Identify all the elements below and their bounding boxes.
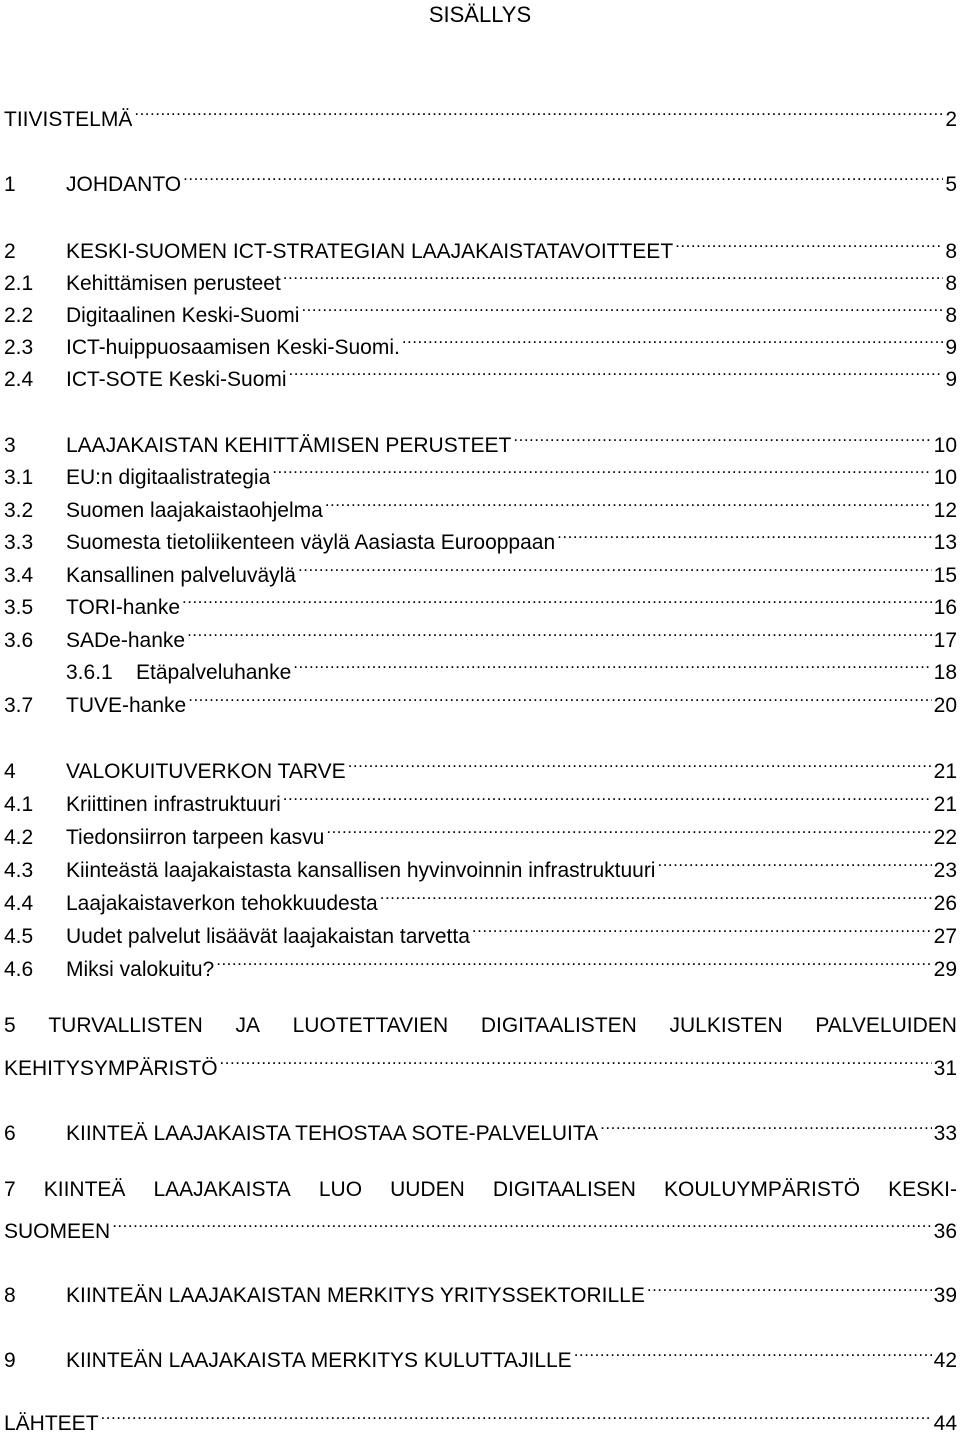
page-title: SISÄLLYS [428,2,532,27]
toc-entry-section-2-4[interactable] [4,354,957,391]
toc-entry-title: KIINTEÄN LAAJAKAISTAN MERKITYS YRITYSSEKTORILLE [66,1284,645,1307]
toc-page-number: 9 [945,336,957,359]
toc-dot-leader [348,746,932,778]
toc-entry-title-word: DIGITAALISEN [492,1178,636,1201]
toc-page-number: 31 [933,1057,957,1080]
toc-entry-section-3-3[interactable] [4,517,957,554]
toc-entry-section-2-2[interactable] [4,290,957,327]
toc-dot-leader [220,1043,932,1075]
toc-dot-leader [657,845,931,877]
toc-entry-title-word: KESKI- [888,1178,957,1201]
toc-entry-number: 3.2 [4,499,34,522]
toc-page-number: 5 [945,173,957,196]
toc-entry-tiivistelma[interactable] [4,94,957,131]
toc-entry-title: TORI-hanke [66,596,180,619]
toc-page-number: 36 [933,1220,957,1243]
toc-entry-number: 3.1 [4,466,34,489]
toc-entry-subsection-3-6-1[interactable] [66,647,957,684]
toc-entry-number: 4.6 [4,958,34,981]
toc-entry-section-4-2[interactable] [4,812,957,849]
toc-entry-title-word: UUDEN [390,1178,465,1201]
toc-entry-number: 4 [4,760,16,783]
toc-dot-leader [183,159,943,191]
toc-entry-chapter-7-line-1[interactable] [4,1174,957,1206]
toc-entry-number: 3.6 [4,629,34,652]
toc-page-number: 13 [933,531,957,554]
toc-dot-leader [188,680,931,712]
toc-entry-number: 4.2 [4,826,34,849]
toc-entry-title: Kriittinen infrastruktuuri [66,793,281,816]
toc-page-number: 23 [933,859,957,882]
toc-page-number: 10 [933,466,957,489]
toc-entry-number: 5 [4,1014,16,1037]
toc-page-number: 15 [933,564,957,587]
toc-dot-leader [298,550,932,582]
toc-entry-title: Suomesta tietoliikenteen väylä Aasiasta Eurooppaan [66,531,556,554]
toc-page-number: 12 [933,499,957,522]
toc-entry-title: Kehittämisen perusteet [66,272,281,295]
toc-entry-title: Uudet palvelut lisäävät laajakaistan tarvetta [66,925,470,948]
toc-dot-leader [293,647,931,679]
toc-entry-section-3-6[interactable] [4,615,957,652]
toc-entry-title: Kiinteästä laajakaistasta kansallisen hyvinvoinnin infrastruktuuri [66,859,656,882]
toc-entry-title: Miksi valokuitu? [66,958,215,981]
toc-dot-leader [380,878,932,910]
toc-entry-title: Laajakaistaverkon tehokkuudesta [66,892,378,915]
toc-entry-title: EU:n digitaalistrategia [66,466,271,489]
toc-page-number: 21 [933,793,957,816]
toc-dot-leader [472,911,932,943]
toc-entry-number: 8 [4,1284,16,1307]
toc-entry-section-4-3[interactable] [4,845,957,882]
toc-dot-leader [134,94,943,126]
toc-dot-leader [216,944,931,976]
toc-page-number: 27 [933,925,957,948]
toc-dot-leader [289,354,944,386]
toc-dot-leader [272,452,931,484]
toc-entry-section-4-5[interactable] [4,911,957,948]
toc-entry-section-3-5[interactable] [4,582,957,619]
toc-dot-leader [325,485,932,517]
toc-dot-leader [101,1398,932,1430]
toc-entry-title-word: JULKISTEN [669,1014,783,1037]
toc-page-number: 2 [945,108,957,131]
toc-entry-number: 4.3 [4,859,34,882]
toc-entry-title: TUVE-hanke [66,694,187,717]
toc-entry-title: ICT-SOTE Keski-Suomi [66,368,287,391]
toc-page-number: 20 [933,694,957,717]
toc-dot-leader [283,258,944,290]
toc-entry-title-word: KIINTEÄ [43,1178,126,1201]
toc-dot-leader [301,290,943,322]
toc-entry-chapter-4[interactable] [4,746,957,783]
toc-dot-leader [675,226,943,258]
toc-dot-leader [600,1108,931,1140]
toc-entry-number: 6 [4,1122,16,1145]
toc-page-number: 17 [933,629,957,652]
toc-entry-section-2-1[interactable] [4,258,957,295]
toc-entry-chapter-5-line-2[interactable] [4,1043,957,1080]
toc-entry-title: SUOMEEN [4,1220,111,1243]
toc-entry-title: Digitaalinen Keski-Suomi [66,304,300,327]
toc-entry-title: KESKI-SUOMEN ICT-STRATEGIAN LAAJAKAISTATAVOITTEET [66,240,674,263]
toc-entry-number: 2.3 [4,336,34,359]
toc-entry-title-word: KOULUYMPÄRISTÖ [664,1178,861,1201]
toc-entry-number: 2.2 [4,304,34,327]
toc-entry-section-3-1[interactable] [4,452,957,489]
toc-page-number: 8 [945,272,957,295]
toc-entry-section-3-7[interactable] [4,680,957,717]
toc-entry-chapter-9[interactable] [4,1335,957,1372]
toc-entry-chapter-7-line-2[interactable] [4,1206,957,1243]
toc-entry-section-4-6[interactable] [4,944,957,981]
toc-page-number: 8 [945,240,957,263]
toc-entry-title: Suomen laajakaistaohjelma [66,499,323,522]
toc-entry-number: 2.4 [4,368,34,391]
toc-entry-section-3-2[interactable] [4,485,957,522]
toc-entry-title-word: PALVELUIDEN [815,1014,957,1037]
toc-dot-leader [574,1335,932,1367]
toc-page-number: 42 [933,1349,957,1372]
toc-page-number: 10 [933,434,957,457]
toc-entry-title-word: LUOTETTAVIEN [292,1014,449,1037]
toc-dot-leader [647,1270,932,1302]
toc-entry-title: VALOKUITUVERKON TARVE [66,760,346,783]
toc-entry-number: 7 [4,1178,16,1201]
toc-page-number: 9 [945,368,957,391]
toc-entry-title: KIINTEÄ LAAJAKAISTA TEHOSTAA SOTE-PALVELUITA [66,1122,599,1145]
toc-page-number: 22 [933,826,957,849]
toc-page-number: 8 [945,304,957,327]
toc-entry-title: ICT-huippuosaamisen Keski-Suomi. [66,336,400,359]
toc-page-number: 44 [933,1412,957,1435]
toc-entry-number: 4.4 [4,892,34,915]
toc-entry-number: 3 [4,434,16,457]
toc-dot-leader [112,1206,931,1238]
toc-entry-title: LÄHTEET [4,1412,99,1435]
toc-entry-number: 9 [4,1349,16,1372]
toc-entry-title: Tiedonsiirron tarpeen kasvu [66,826,325,849]
toc-dot-leader [326,812,931,844]
toc-entry-title: KEHITYSYMPÄRISTÖ [4,1057,218,1080]
toc-entry-chapter-8[interactable] [4,1270,957,1307]
toc-entry-section-4-4[interactable] [4,878,957,915]
toc-dot-leader [402,322,943,354]
toc-entry-title-word: LAAJAKAISTA [153,1178,291,1201]
toc-entry-number: 3.7 [4,694,34,717]
toc-page-number: 21 [933,760,957,783]
toc-entry-number: 3.3 [4,531,34,554]
toc-entry-number: 2 [4,240,16,263]
toc-entry-title: Kansallinen palveluväylä [66,564,296,587]
toc-entry-chapter-5-line-1[interactable] [4,1010,957,1042]
toc-entry-chapter-6[interactable] [4,1108,957,1145]
toc-entry-title-word: TURVALLISTEN [48,1014,203,1037]
toc-entry-number: 4.5 [4,925,34,948]
toc-entry-title: JOHDANTO [66,173,182,196]
toc-entry-section-2-3[interactable] [4,322,957,359]
toc-dot-leader [283,779,932,811]
toc-entry-number: 3.5 [4,596,34,619]
toc-entry-title-word: JA [235,1014,260,1037]
toc-dot-leader [187,615,932,647]
toc-entry-number: 4.1 [4,793,34,816]
toc-dot-leader [513,420,931,452]
toc-entry-title-word: LUO [318,1178,363,1201]
toc-dot-leader [557,517,931,549]
toc-entry-title-word: DIGITAALISTEN [480,1014,637,1037]
toc-dot-leader [182,582,932,614]
toc-entry-lahteet[interactable] [4,1398,957,1435]
toc-entry-number: 3.6.1 [66,661,113,684]
toc-entry-title: TIIVISTELMÄ [4,108,133,131]
toc-entry-title: SADe-hanke [66,629,186,652]
toc-page-number: 29 [933,958,957,981]
toc-page-number: 26 [933,892,957,915]
toc-entry-section-4-1[interactable] [4,779,957,816]
toc-entry-number: 2.1 [4,272,34,295]
toc-entry-number: 3.4 [4,564,34,587]
toc-entry-chapter-1[interactable] [4,159,957,196]
toc-page-number: 39 [933,1284,957,1307]
toc-entry-section-3-4[interactable] [4,550,957,587]
toc-entry-title: LAAJAKAISTAN KEHITTÄMISEN PERUSTEET [66,434,512,457]
toc-entry-chapter-2[interactable] [4,226,957,263]
toc-page-number: 16 [933,596,957,619]
toc-entry-number: 1 [4,173,16,196]
toc-entry-chapter-3[interactable] [4,420,957,457]
toc-entry-title: Etäpalveluhanke [136,661,292,684]
toc-entry-title: KIINTEÄN LAAJAKAISTA MERKITYS KULUTTAJILLE [66,1349,572,1372]
toc-page-number: 18 [933,661,957,684]
toc-page-number: 33 [933,1122,957,1145]
